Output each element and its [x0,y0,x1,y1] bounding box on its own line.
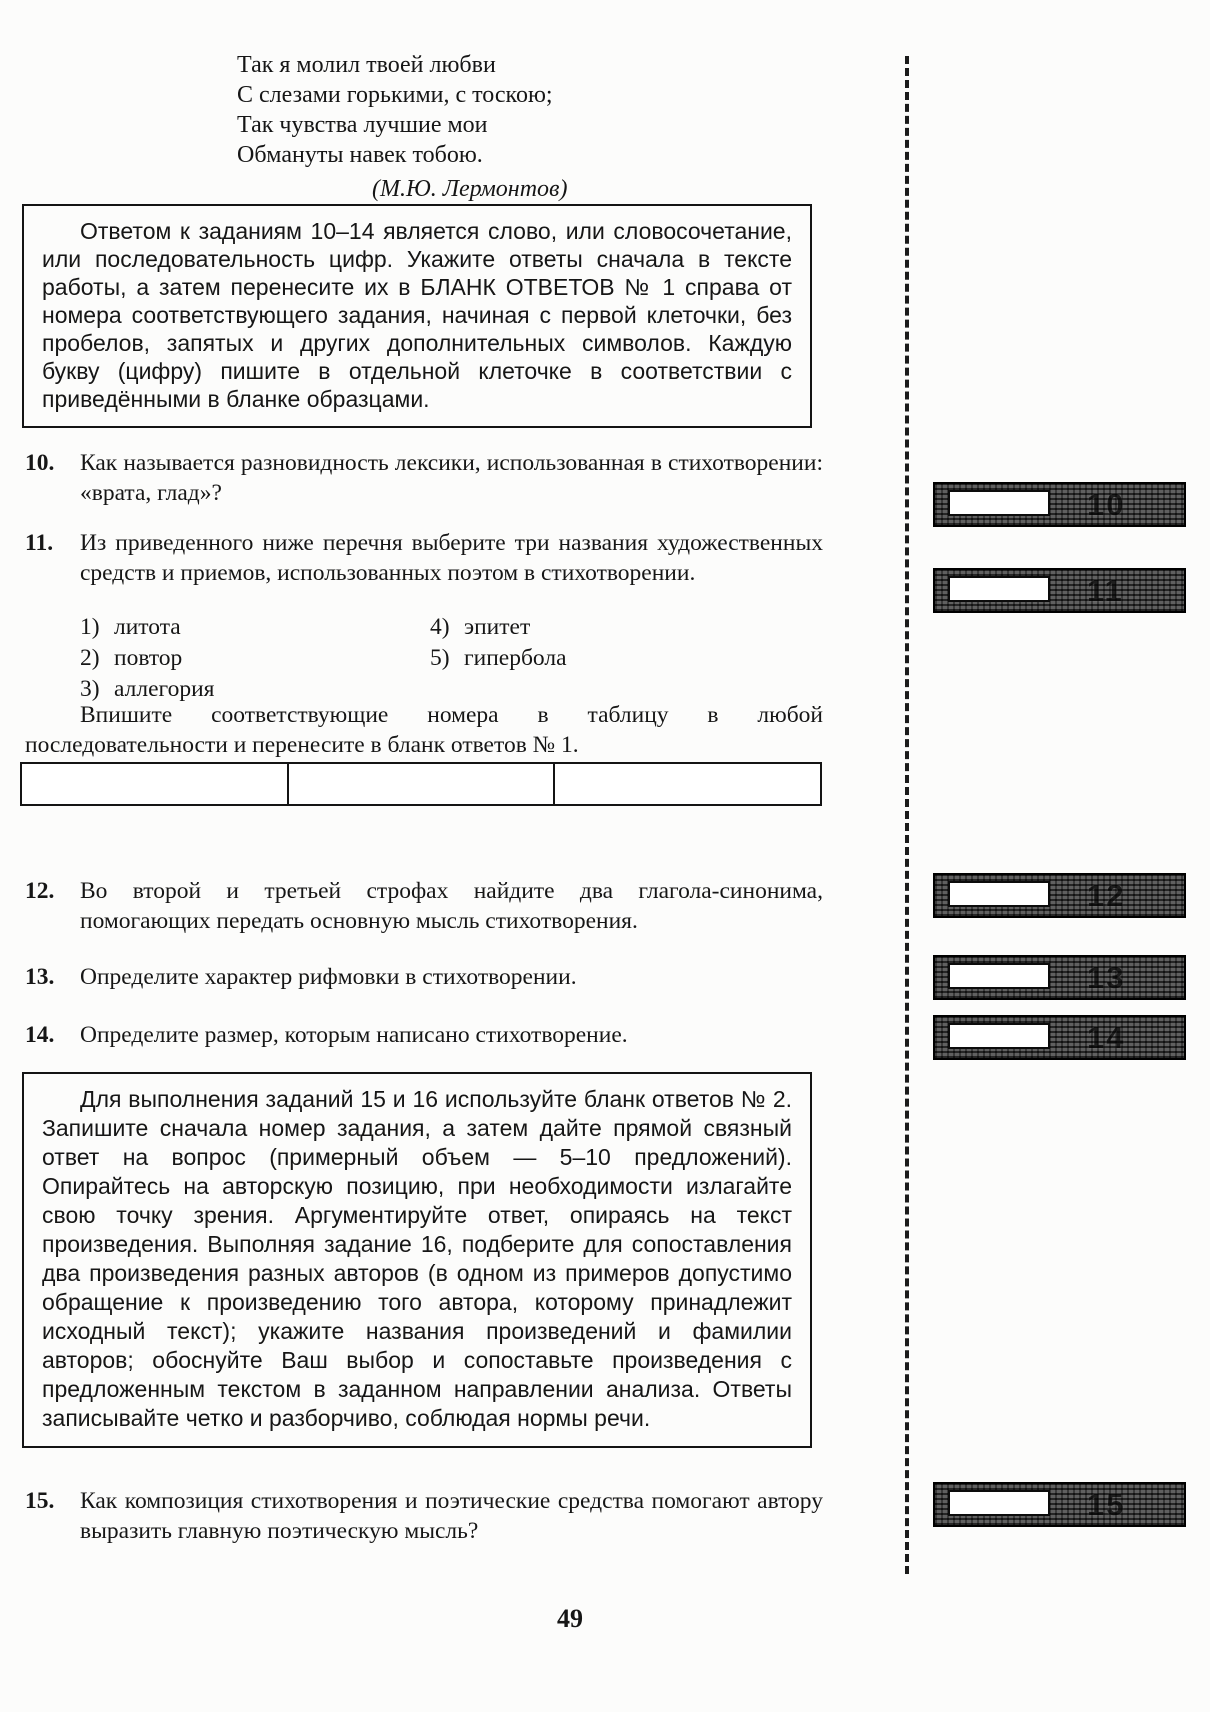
question-text: Из приведенного ниже перечня выберите три названия художественных средств и приемов, использованных поэтом в стихотворении. [80,530,823,586]
options-column-right [430,612,567,674]
answer-strip-10 [933,482,1186,527]
answer-strip-12 [933,873,1186,918]
answer-table-cell[interactable] [22,764,289,804]
poem-block [237,50,567,204]
option-number: 1) [80,614,100,640]
answer-strip-11 [933,568,1186,613]
instructions-box-tasks-15-16 [22,1072,812,1448]
question-text: Во второй и третьей строфах найдите два глагола-синонима, помогающих передать основную мысль стихотворения. [80,878,823,934]
poem-line: С слезами горькими, с тоскою; [237,82,553,108]
question-text: Определите характер рифмовки в стихотворении. [80,964,577,990]
option-item [80,612,214,643]
question-number: 11. [25,530,54,556]
question-14 [25,1020,823,1050]
answer-strip-number: 12 [1087,878,1126,913]
question-text: Как называется разновидность лексики, использованная в стихотворении: «врата, глад»? [80,450,823,506]
question-11 [25,528,823,588]
answer-strip-field[interactable] [948,963,1050,989]
answer-strip-14 [933,1015,1186,1060]
question-number: 13. [25,964,55,990]
question-12 [25,876,823,936]
question-text: Как композиция стихотворения и поэтические средства помогают автору выразить главную поэтическую мысль? [80,1488,823,1544]
question-15 [25,1486,823,1546]
answer-strip-field[interactable] [948,881,1050,907]
answer-strip-field[interactable] [948,576,1050,602]
option-number: 5) [430,645,450,671]
question-number: 14. [25,1022,55,1048]
option-label: аллегория [114,676,215,702]
poem-line: Обмануты навек тобою. [237,142,483,168]
question-number: 15. [25,1488,55,1514]
answer-strip-number: 15 [1087,1487,1126,1522]
dashed-cut-line [905,56,909,1574]
question-10 [25,448,823,508]
answer-strip-number: 11 [1087,573,1124,608]
option-number: 2) [80,645,100,671]
question-number: 10. [25,450,55,476]
question-number: 12. [25,878,55,904]
option-label: повтор [114,645,183,671]
task-11-followup: Впишите соответствующие номера в таблицу в любой последовательности и перенесите в бланк ответов № 1. [25,702,823,758]
question-text: Определите размер, которым написано стихотворение. [80,1022,628,1048]
option-item [430,612,567,643]
option-label: эпитет [464,614,531,640]
answer-table-cell[interactable] [555,764,820,804]
option-label: литота [114,614,181,640]
option-item [80,643,214,674]
answer-strip-field[interactable] [948,1023,1050,1049]
option-number: 3) [80,676,100,702]
answer-strip-13 [933,955,1186,1000]
answer-strip-number: 13 [1087,960,1126,995]
options-column-left [80,612,214,705]
option-label: гипербола [464,645,567,671]
instructions-box-tasks-10-14 [22,204,812,428]
answer-strip-number: 10 [1087,487,1126,522]
answer-table-cell[interactable] [289,764,556,804]
page-number: 49 [557,1604,583,1633]
poem-line: Так чувства лучшие мои [237,112,488,138]
answer-table [20,762,822,806]
answer-strip-field[interactable] [948,490,1050,516]
answer-strip-number: 14 [1087,1020,1126,1055]
instructions-text: Для выполнения заданий 15 и 16 используйте бланк ответов № 2. Запишите сначала номер задания, а затем дайте прямой связный ответ на вопрос (примерный объем — 5–10 предложений). Опирайтесь на авторскую позицию, при необходимости излагайте свою точку зрения. Аргументируйте ответ, опираясь на текст произведения. Выполняя задание 16, подберите для сопоставления два произведения разных авторов (в одном из примеров допустимо обращение к произведению того автора, которому принадлежит исходный текст); укажите названия произведений и фамилии авторов; обоснуйте Ваш выбор и сопоставьте произведения с предложенным текстом в заданном направлении анализа. Ответы записывайте четко и разборчиво, соблюдая нормы речи. [42,1086,792,1431]
poem-attribution: (М.Ю. Лермонтов) [372,176,568,202]
question-13 [25,962,823,992]
option-number: 4) [430,614,450,640]
instructions-text: Ответом к заданиям 10–14 является слово, или словосочетание, или последовательность цифр. Укажите ответы сначала в тексте работы, а затем перенесите их в БЛАНК ОТВЕТОВ № 1 справа от номера соответствующего задания, начиная с первой клеточки, без пробелов, запятых и других дополнительных символов. Каждую букву (цифру) пишите в отдельной клеточке в соответствии с приведёнными в бланке образцами. [42,218,792,412]
answer-strip-field[interactable] [948,1490,1050,1516]
option-item [430,643,567,674]
poem-line: Так я молил твоей любви [237,52,496,78]
answer-strip-15 [933,1482,1186,1527]
